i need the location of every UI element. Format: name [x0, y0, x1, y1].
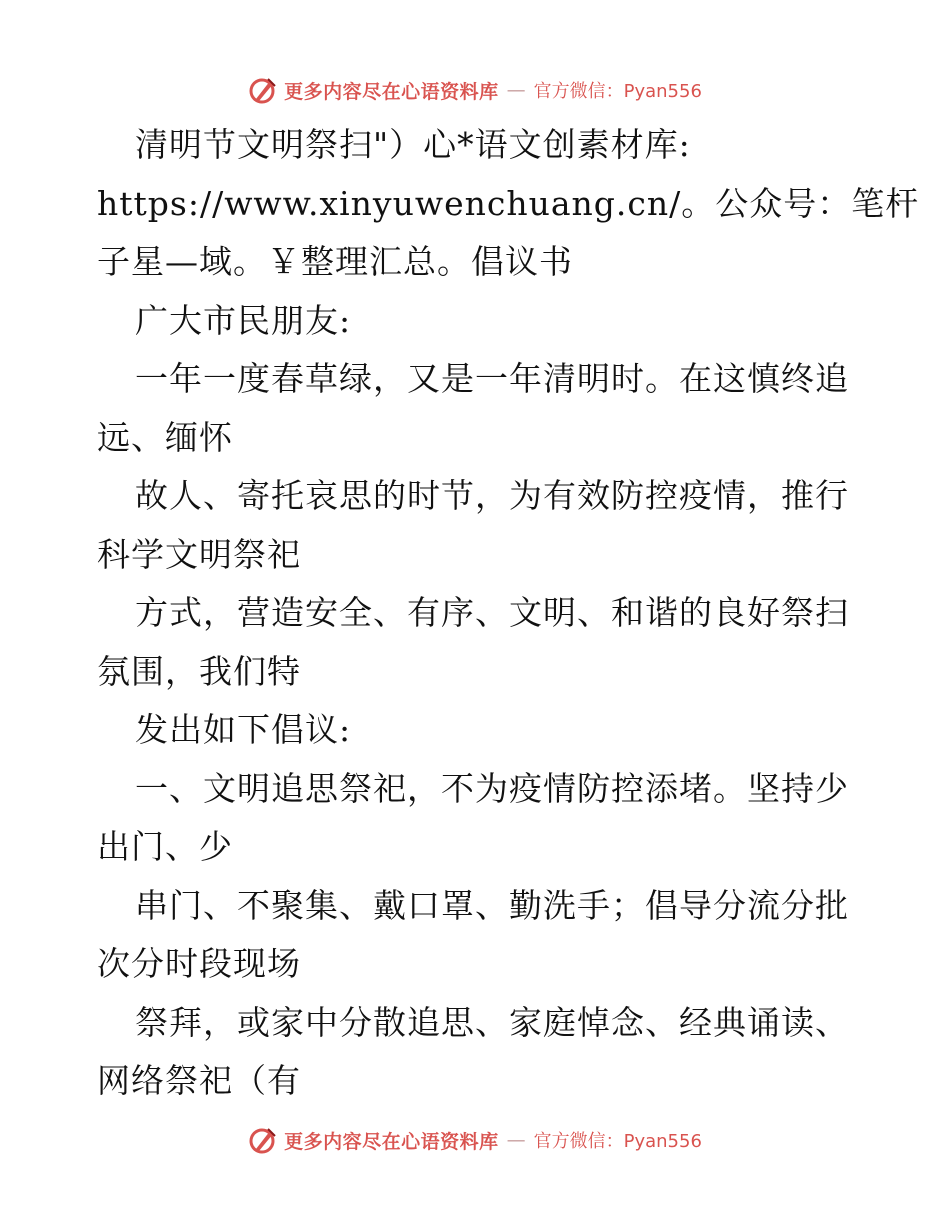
text-line: 清明节文明祭扫"）心*语文创素材库: — [135, 125, 691, 164]
text-line: 网络祭祀（有 — [97, 1061, 301, 1100]
watermark-separator: — — [506, 1129, 526, 1151]
quill-pen-circle-icon — [248, 1125, 278, 1155]
quill-pen-circle-icon — [248, 75, 278, 105]
text-line: 出门、少 — [97, 827, 233, 866]
text-line: 一、文明追思祭祀，不为疫情防控添堵。坚持少 — [135, 768, 849, 808]
watermark-main-text: 更多内容尽在心语资料库 — [284, 1130, 499, 1153]
text-line: 发出如下倡议: — [135, 710, 352, 749]
text-line: https://www.xinyuwenchuang.cn/。公众号：笔杆 — [97, 183, 920, 223]
text-line: 次分时段现场 — [97, 944, 301, 983]
text-line: 方式，营造安全、有序、文明、和谐的良好祭扫 — [135, 593, 849, 632]
text-line: 广大市民朋友: — [135, 300, 352, 340]
watermark-wechat-text: 官方微信：Pyan556 — [533, 81, 702, 102]
text-line: 串门、不聚集、戴口罩、勤洗手；倡导分流分批 — [135, 885, 849, 925]
text-line: 一年一度春草绿，又是一年清明时。在这慎终追 — [135, 359, 849, 398]
watermark-separator: — — [506, 79, 526, 101]
watermark-wechat-text: 官方微信：Pyan556 — [533, 1131, 702, 1152]
text-line: 科学文明祭祀 — [97, 534, 301, 574]
document-body — [97, 116, 920, 1111]
text-line: 氛围，我们特 — [97, 651, 301, 691]
watermark-main-text: 更多内容尽在心语资料库 — [284, 80, 499, 103]
text-line: 故人、寄托哀思的时节，为有效防控疫情，推行 — [135, 476, 849, 515]
text-line: 祭拜，或家中分散追思、家庭悼念、经典诵读、 — [135, 1002, 849, 1042]
text-line: 子星—域。￥整理汇总。倡议书 — [97, 242, 573, 281]
footer-watermark — [0, 1120, 950, 1160]
text-line: 远、缅怀 — [97, 417, 233, 457]
header-watermark — [0, 70, 950, 110]
